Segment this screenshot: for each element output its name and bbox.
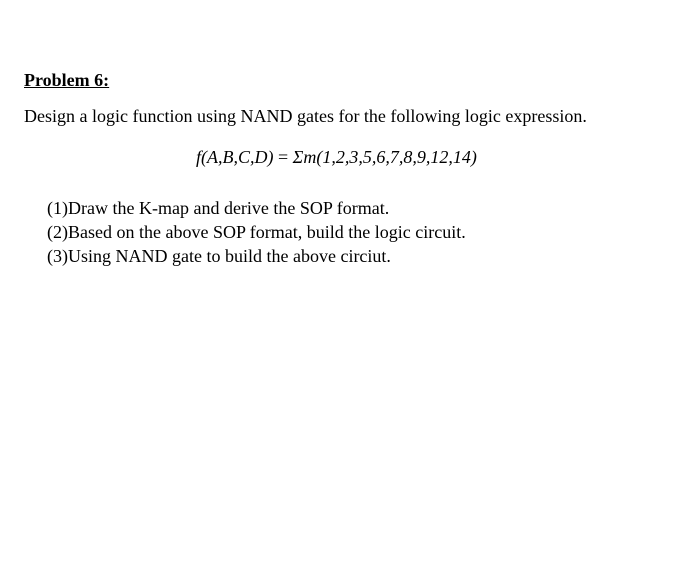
task-text: Based on the above SOP format, build the logic circuit. xyxy=(68,222,466,242)
equals-sign: = xyxy=(273,147,293,167)
task-text: Draw the K-map and derive the SOP format. xyxy=(68,198,390,218)
task-number: (2) xyxy=(47,222,68,242)
problem-intro: Design a logic function using NAND gates for the following logic expression. xyxy=(24,106,587,126)
task-list xyxy=(47,196,466,268)
logic-expression xyxy=(196,147,477,168)
task-number: (1) xyxy=(47,198,68,218)
list-item xyxy=(47,244,466,268)
minterm-sum: Σm(1,2,3,5,6,7,8,9,12,14) xyxy=(292,147,477,167)
function-lhs: f(A,B,C,D) xyxy=(196,147,274,167)
problem-title: Problem 6: xyxy=(24,70,110,90)
task-number: (3) xyxy=(47,246,68,266)
list-item xyxy=(47,220,466,244)
task-text: Using NAND gate to build the above circiut. xyxy=(68,246,391,266)
list-item xyxy=(47,196,466,220)
